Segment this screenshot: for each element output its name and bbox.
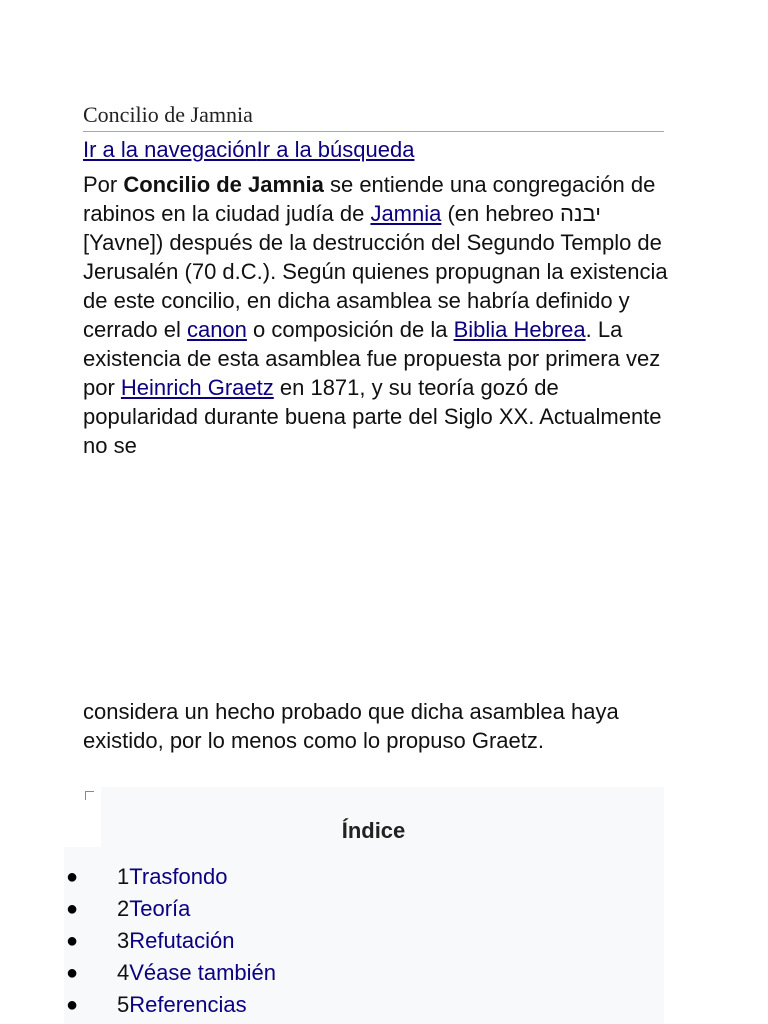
bullet-icon: ● (66, 866, 79, 888)
toc-item[interactable] (64, 926, 664, 958)
toc-item-number: 2 (117, 896, 130, 921)
intro-text-4: o composición de la (246, 317, 454, 342)
toc-item-number: 4 (117, 960, 130, 985)
toc-item-number: 3 (117, 928, 130, 953)
jump-to-search-link[interactable]: Ir a la búsqueda (256, 137, 415, 162)
toc-item[interactable] (64, 990, 664, 1022)
toc-item-link[interactable]: Referencias (129, 992, 247, 1017)
bullet-icon: ● (66, 930, 79, 952)
toc-corner-icon (85, 791, 94, 800)
canon-link[interactable]: canon (186, 317, 247, 342)
jump-links (83, 136, 414, 164)
jamnia-link[interactable]: Jamnia (370, 201, 442, 226)
intro-text-5: . La existencia de esta asamblea fue propuesta por primera vez por (83, 317, 661, 400)
toc-item-link[interactable]: Teoría (129, 896, 191, 921)
toc-item-link[interactable]: Refutación (129, 928, 235, 953)
continuation-paragraph: considera un hecho probado que dicha asamblea haya existido, por lo menos como lo propuso Graetz. (83, 699, 619, 753)
toc-item-number: 5 (117, 992, 130, 1017)
toc-item[interactable] (64, 958, 664, 990)
article-subject-bold: Concilio de Jamnia (123, 172, 324, 197)
biblia-hebrea-link[interactable]: Biblia Hebrea (453, 317, 586, 342)
bullet-icon: ● (66, 962, 79, 984)
bullet-icon: ● (66, 994, 79, 1016)
intro-text-3: (en hebreo יבנה [Yavne]) después de la destrucción del Segundo Templo de Jerusalén (70 d.C.). Según quienes propugnan la existencia de este concilio, en dicha asamblea se habría definido y cerrado el (83, 201, 668, 342)
toc-item-number: 1 (117, 864, 130, 889)
page-title: Concilio de Jamnia (83, 101, 664, 132)
intro-text-2: se entiende una congregación de rabinos en la ciudad judía de (83, 172, 656, 226)
intro-text-6: en 1871, y su teoría gozó de popularidad durante buena parte del Siglo XX. Actualmente no se (83, 375, 662, 458)
bullet-icon: ● (66, 898, 79, 920)
toc-item[interactable] (64, 862, 664, 894)
toc-item-link[interactable]: Trasfondo (129, 864, 228, 889)
intro-paragraph (83, 170, 673, 460)
toc-item-link[interactable]: Véase también (129, 960, 277, 985)
toc-list (64, 862, 664, 1022)
toc-title: Índice (341, 818, 406, 843)
toc-item[interactable] (64, 894, 664, 926)
intro-text-1: Por (83, 172, 124, 197)
jump-to-navigation-link[interactable]: Ir a la navegación (83, 137, 257, 162)
heinrich-graetz-link[interactable]: Heinrich Graetz (120, 375, 274, 400)
